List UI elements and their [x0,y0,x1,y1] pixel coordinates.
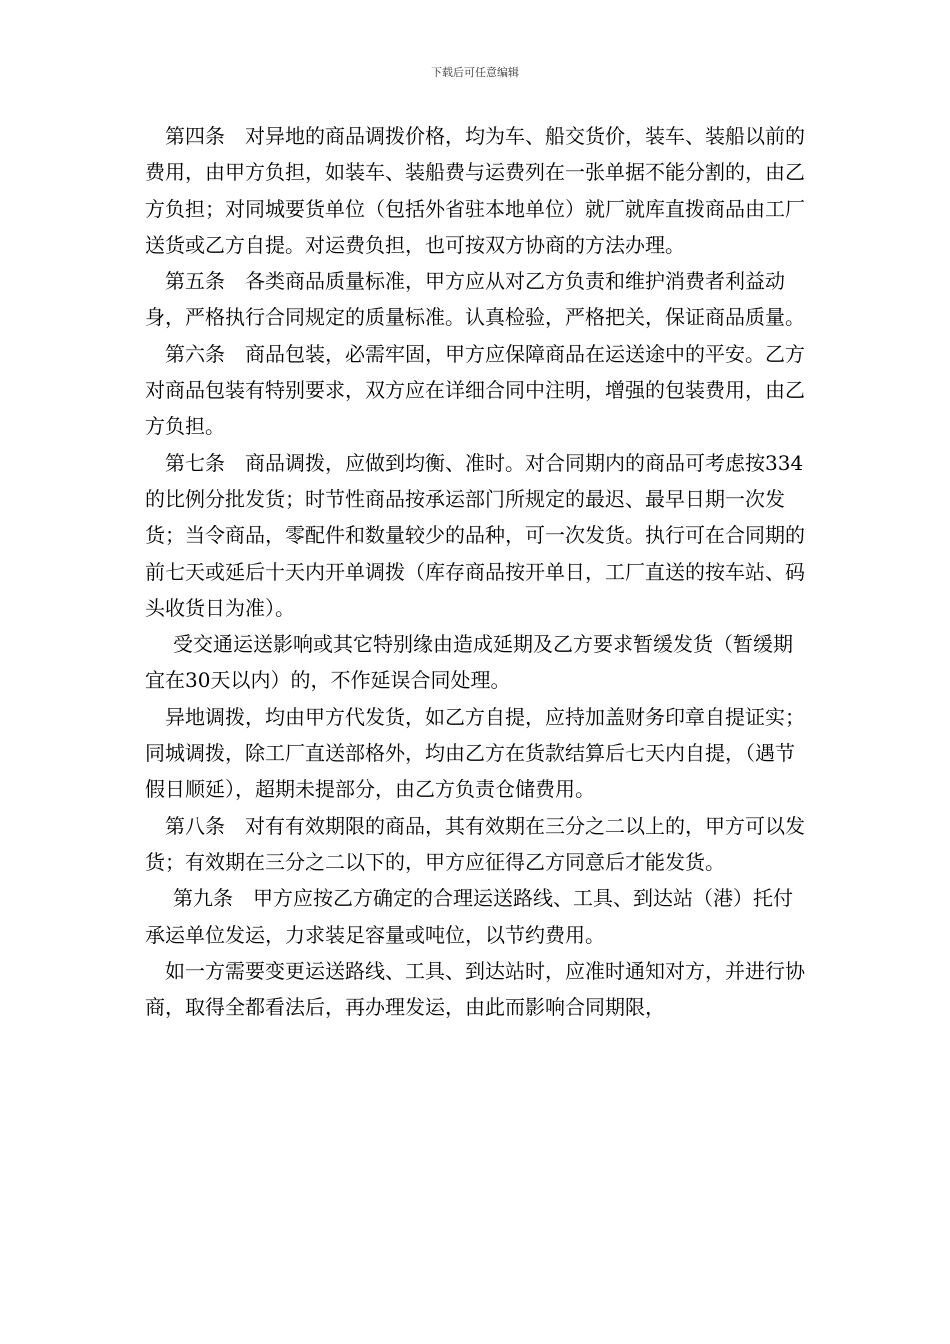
article-9-paragraph: 第九条 甲方应按乙方确定的合理运送路线、工具、到达站（港）托付承运单位发运，力求装足容量或吨位，以节约费用。 [145,886,793,947]
delay-clause-paragraph: 受交通运送影响或其它特别缘由造成延期及乙方要求暂缓发货（暂缓期宜在30天以内）的，不作延误合同处理。 [145,632,793,693]
document-body [145,118,805,1025]
article-4-paragraph: 第四条 对异地的商品调拨价格，均为车、船交货价，装车、装船以前的费用，由甲方负担，如装车、装船费与运费列在一张单据不能分割的，由乙方负担；对同城要货单位（包括外省驻本地单位）就厂就库直拨商品由工厂送货或乙方自提。对运费负担，也可按双方协商的方法办理。 [145,124,805,257]
page-header: 下载后可任意编辑 [431,66,519,79]
article-5-paragraph: 第五条 各类商品质量标准，甲方应从对乙方负责和维护消费者利益动身，严格执行合同规定的质量标准。认真检验，严格把关，保证商品质量。 [145,269,805,330]
article-8-paragraph: 第八条 对有有效期限的商品，其有效期在三分之二以上的，甲方可以发货；有效期在三分之二以下的，甲方应征得乙方同意后才能发货。 [145,813,805,874]
allocation-clause-paragraph: 异地调拨，均由甲方代发货，如乙方自提，应持加盖财务印章自提证实；同城调拨，除工厂直送部格外，均由乙方在货款结算后七天内自提，（遇节假日顺延），超期未提部分，由乙方负责仓储费用。 [145,704,805,802]
route-change-paragraph: 如一方需要变更运送路线、工具、到达站时，应准时通知对方，并进行协商，取得全都看法后，再办理发运，由此而影响合同期限， [145,958,805,1020]
article-6-paragraph: 第六条 商品包装，必需牢固，甲方应保障商品在运送途中的平安。乙方对商品包装有特别要求，双方应在详细合同中注明，增强的包装费用，由乙方负担。 [145,341,805,439]
article-7-paragraph: 第七条 商品调拨，应做到均衡、准时。对合同期内的商品可考虑按334的比例分批发货；时节性商品按承运部门所规定的最迟、最早日期一次发货；当令商品，零配件和数量较少的品种，可一次发货。执行可在合同期的前七天或延后十天内开单调拨（库存商品按开单日，工厂直送的按车站、码头收货日为准）。 [145,450,805,620]
